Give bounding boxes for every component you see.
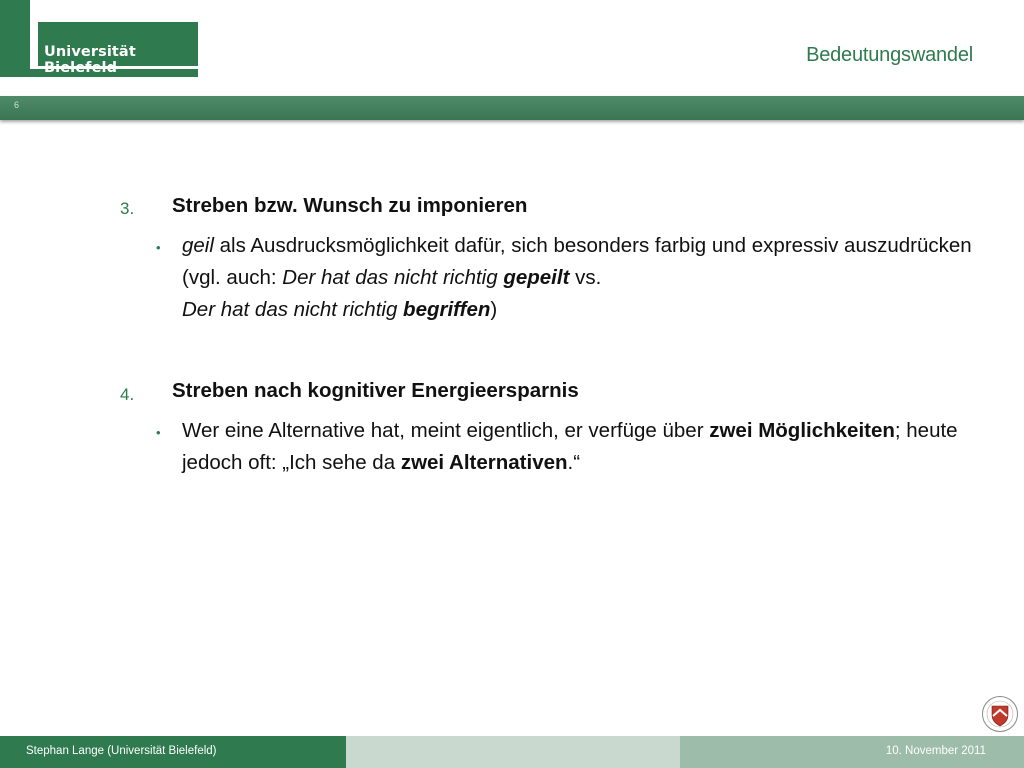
footer-date: 10. November 2011 [885,745,986,757]
footer-author: Stephan Lange (Universität Bielefeld) [26,745,217,757]
list-heading: Streben bzw. Wunsch zu imponieren [172,194,528,217]
header-bar [0,96,1024,120]
footer [0,736,1024,768]
list-number: 3. [120,199,135,218]
slide-title: Bedeutungswandel [806,44,973,66]
bullet-icon: • [156,240,161,255]
page-number: 6 [14,100,20,110]
university-name: Universität Bielefeld [44,44,136,76]
bullet-text: geil als Ausdrucksmöglichkeit dafür, sich besonders farbig und expressiv auszudrücken (vgl. auch: Der hat das nicht richtig gepeilt vs. Der hat das nicht richtig begriffen) [182,234,972,321]
bullet-icon: • [156,425,161,440]
bullet-text: Wer eine Alternative hat, meint eigentlich, er verfüge über zwei Möglichkeiten; heute jedoch oft: „Ich sehe da zwei Alternativen.“ [182,419,958,474]
university-logo [0,0,198,77]
university-seal-icon [981,695,1019,733]
list-heading: Streben nach kognitiver Energieersparnis [172,379,579,402]
list-number: 4. [120,385,135,404]
